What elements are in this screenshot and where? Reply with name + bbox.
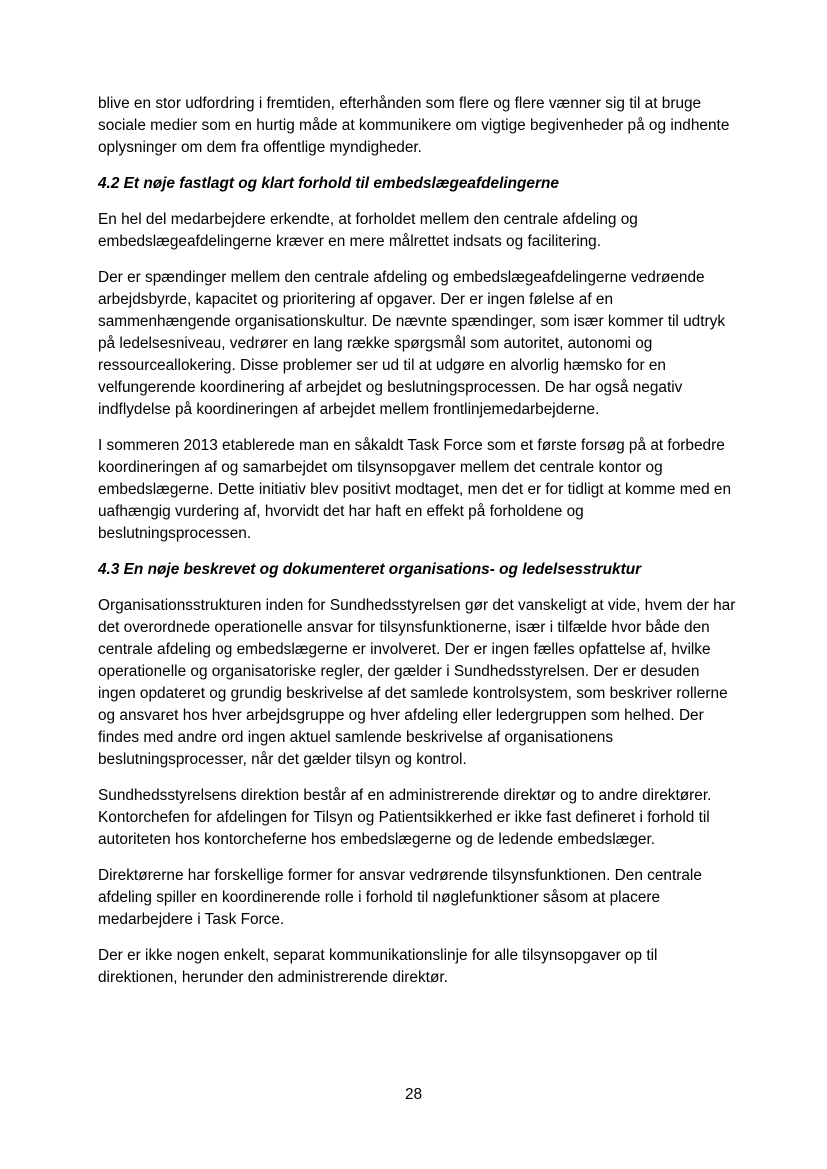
section-4-3-paragraph-4: Der er ikke nogen enkelt, separat kommunikationslinje for alle tilsynsopgaver op til direktionen, herunder den administrerende direktør.	[98, 947, 658, 986]
section-heading-4-3: 4.3 En nøje beskrevet og dokumenteret organisations- og ledelsesstruktur	[98, 561, 642, 578]
section-4-3-paragraph-1: Organisationsstrukturen inden for Sundhedsstyrelsen gør det vanskeligt at vide, hvem der har det overordnede operationelle ansvar for tilsynsfunktionerne, især i tilfælde hvor både den centrale afdeling og embedslægerne er involveret. Der er ingen fælles opfattelse af, hvilke operationelle og organisatoriske regler, der gælder i Sundhedsstyrelsen. Der er desuden ingen opdateret og grundig beskrivelse af det samlede kontrolsystem, som beskriver rollerne og ansvaret hos hver arbejdsgruppe og hver afdeling eller ledergruppen som helhed. Der findes med andre ord ingen aktuel samlende beskrivelse af organisationens beslutningsprocesser, når det gælder tilsyn og kontrol.	[98, 597, 736, 768]
section-4-2-paragraph-3: I sommeren 2013 etablerede man en såkaldt Task Force som et første forsøg på at forbedre koordineringen af og samarbejdet om tilsynsopgaver mellem det centrale kontor og embedslægerne. Dette initiativ blev positivt modtaget, men det er for tidligt at komme med en uafhængig vurdering af, hvorvidt det har haft en effekt på forholdene og beslutningsprocessen.	[98, 437, 732, 542]
section-heading-4-2: 4.2 Et nøje fastlagt og klart forhold til embedslægeafdelingerne	[98, 175, 559, 192]
section-4-2-paragraph-1: En hel del medarbejdere erkendte, at forholdet mellem den centrale afdeling og embedslægeafdelingerne kræver en mere målrettet indsats og facilitering.	[98, 211, 638, 250]
section-4-3-paragraph-2: Sundhedsstyrelsens direktion består af en administrerende direktør og to andre direktører. Kontorchefen for afdelingen for Tilsyn og Patientsikkerhed er ikke fast defineret i forhold til autoriteten hos kontorcheferne hos embedslægerne og de ledende embedslæger.	[98, 787, 712, 848]
section-4-3-paragraph-3: Direktørerne har forskellige former for ansvar vedrørende tilsynsfunktionen. Den centrale afdeling spiller en koordinerende rolle i forhold til nøglefunktioner såsom at placere medarbejdere i Task Force.	[98, 867, 702, 928]
page-number: 28	[404, 1086, 423, 1103]
document-page	[98, 93, 738, 1003]
intro-paragraph: blive en stor udfordring i fremtiden, efterhånden som flere og flere vænner sig til at bruge sociale medier som en hurtig måde at kommunikere om vigtige begivenheder på og indhente oplysninger om dem fra offentlige myndigheder.	[98, 95, 730, 156]
section-4-2-paragraph-2: Der er spændinger mellem den centrale afdeling og embedslægeafdelingerne vedrøende arbejdsbyrde, kapacitet og prioritering af opgaver. Der er ingen følelse af en sammenhængende organisationskultur. De nævnte spændinger, som især kommer til udtryk på ledelsesniveau, vedrører en lang række spørgsmål som autoritet, autonomi og ressourceallokering. Disse problemer ser ud til at udgøre en alvorlig hæmsko for en velfungerende koordinering af arbejdet og beslutningsprocessen. De har også negativ indflydelse på koordineringen af arbejdet mellem frontlinjemedarbejderne.	[98, 269, 726, 418]
